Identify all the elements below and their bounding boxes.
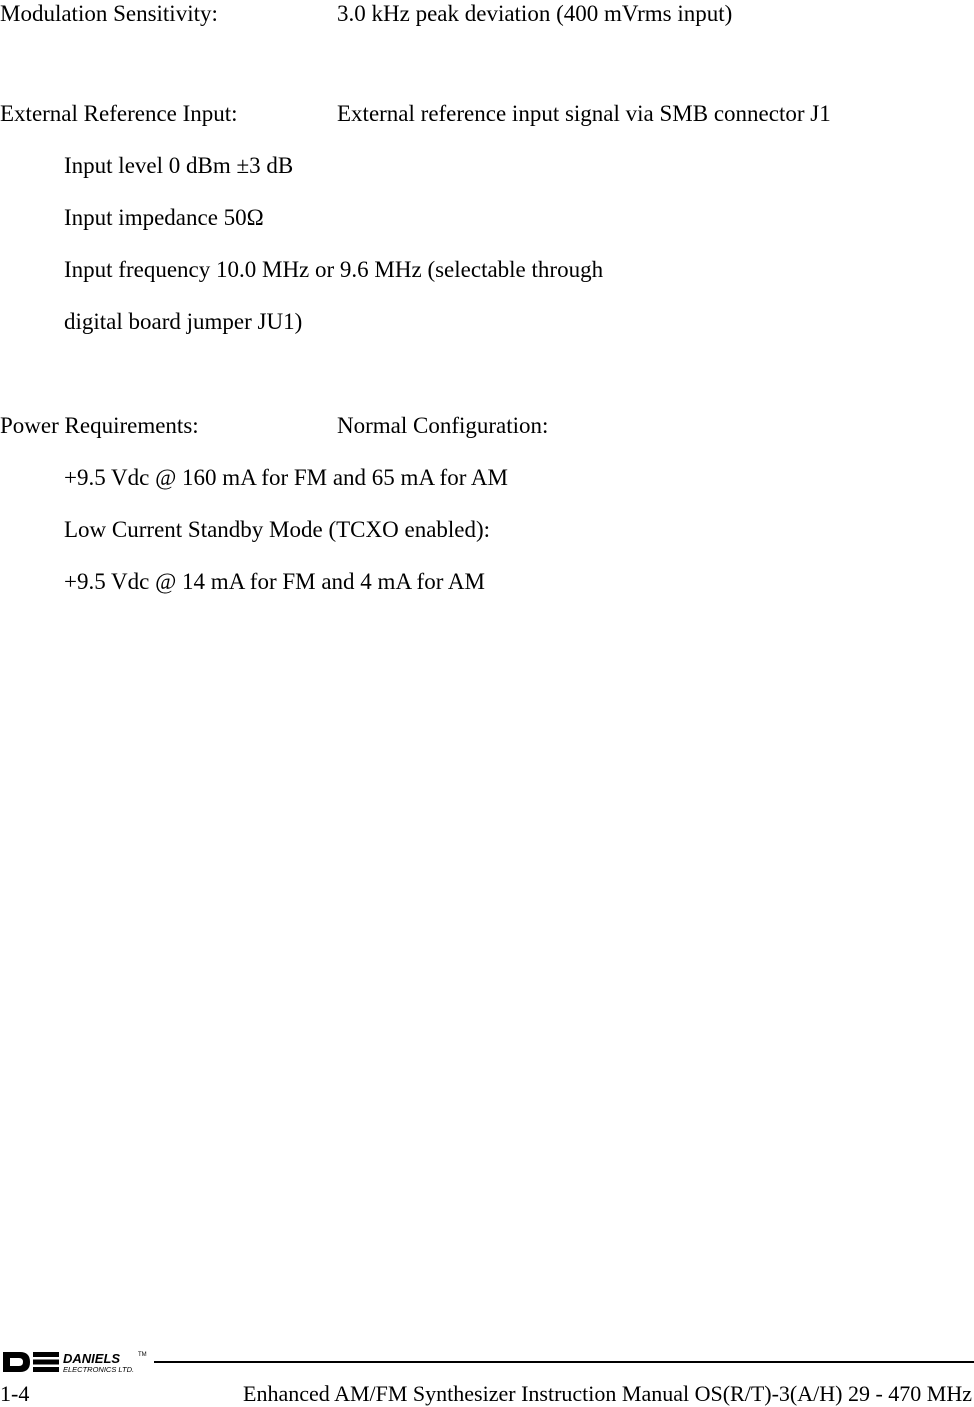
power-requirements-detail: Low Current Standby Mode (TCXO enabled): — [64, 517, 491, 542]
logo-d-shape — [3, 1352, 30, 1372]
external-reference-detail: Input frequency 10.0 MHz or 9.6 MHz (selectable through — [64, 257, 604, 282]
logo-subtitle: ELECTRONICS LTD. — [63, 1365, 135, 1374]
logo-name: DANIELS — [63, 1351, 121, 1366]
external-reference-label: External Reference Input: — [0, 101, 238, 126]
logo-e-bar-bottom — [33, 1367, 59, 1372]
footer-title: Enhanced AM/FM Synthesizer Instruction Manual OS(R/T)-3(A/H) 29 - 470 MHz — [243, 1381, 972, 1406]
power-requirements-detail: +9.5 Vdc @ 14 mA for FM and 4 mA for AM — [64, 569, 485, 594]
modulation-sensitivity-value: 3.0 kHz peak deviation (400 mVrms input) — [337, 1, 733, 26]
power-requirements-detail: +9.5 Vdc @ 160 mA for FM and 65 mA for AM — [64, 465, 508, 490]
power-requirements-value: Normal Configuration: — [337, 413, 549, 438]
daniels-logo — [2, 1349, 152, 1375]
modulation-sensitivity-label: Modulation Sensitivity: — [0, 1, 218, 26]
external-reference-detail: Input impedance 50Ω — [64, 205, 264, 230]
logo-e-bar-top — [33, 1352, 59, 1357]
power-requirements-label: Power Requirements: — [0, 413, 199, 438]
external-reference-value: External reference input signal via SMB connector J1 — [337, 101, 831, 126]
footer-rule — [154, 1361, 974, 1363]
external-reference-detail: Input level 0 dBm ±3 dB — [64, 153, 294, 178]
logo-e-bar-mid — [33, 1360, 59, 1365]
page-number: 1-4 — [0, 1381, 30, 1406]
external-reference-detail: digital board jumper JU1) — [64, 309, 303, 334]
logo-tm: TM — [138, 1352, 147, 1358]
